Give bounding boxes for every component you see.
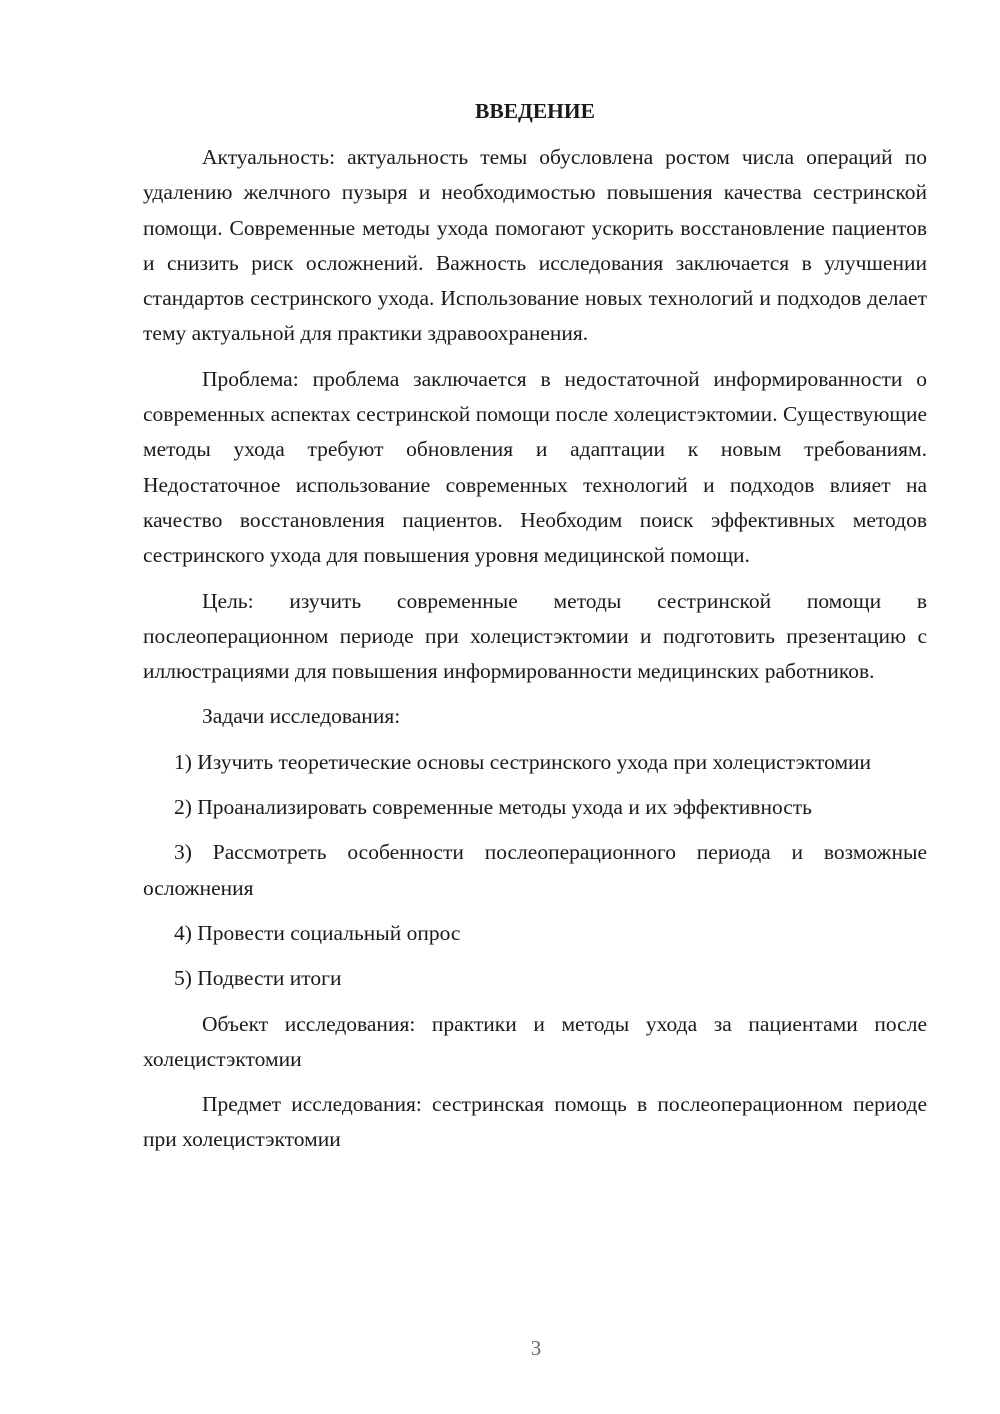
relevance-paragraph: Актуальность: актуальность темы обусловлена ростом числа операций по удалению желчного пузыря и необходимостью повышения качества сестринской помощи. Современные методы ухода помогают ускорить восстановление пациентов и снизить риск осложнений. Важность исследования заключается в улучшении стандартов сестринского ухода. Использование новых технологий и подходов делает тему актуальной для практики здравоохранения. bbox=[143, 145, 927, 346]
problem-paragraph: Проблема: проблема заключается в недостаточной информированности о современных аспектах сестринской помощи после холецистэктомии. Существующие методы ухода требуют обновления и адаптации к новым требованиям. Недостаточное использование современных технологий и подходов влияет на качество восстановления пациентов. Необходим поиск эффективных методов сестринского ухода для повышения уровня медицинской помощи. bbox=[143, 366, 927, 568]
page-number: 3 bbox=[530, 1336, 542, 1360]
tasks-title: Задачи исследования: bbox=[202, 704, 401, 729]
research-subject-paragraph: Предмет исследования: сестринская помощь в послеоперационном периоде при холецистэктомии bbox=[143, 1092, 927, 1152]
goal-paragraph: Цель: изучить современные методы сестринской помощи в послеоперационном периоде при холецистэктомии и подготовить презентацию с иллюстрациями для повышения информированности медицинских работников. bbox=[143, 588, 927, 684]
task-item-3: 3) Рассмотреть особенности послеоперационного периода и возможные осложнения bbox=[143, 840, 927, 900]
task-item-1: 1) Изучить теоретические основы сестринского ухода при холецистэктомии bbox=[174, 749, 872, 774]
page-heading: ВВЕДЕНИЕ bbox=[475, 99, 595, 123]
task-item-4: 4) Провести социальный опрос bbox=[174, 920, 461, 945]
research-object-paragraph: Объект исследования: практики и методы ухода за пациентами после холецистэктомии bbox=[143, 1011, 927, 1071]
task-item-5: 5) Подвести итоги bbox=[174, 966, 342, 991]
page-content bbox=[143, 94, 927, 1158]
task-item-2: 2) Проанализировать современные методы ухода и их эффективность bbox=[174, 795, 812, 820]
